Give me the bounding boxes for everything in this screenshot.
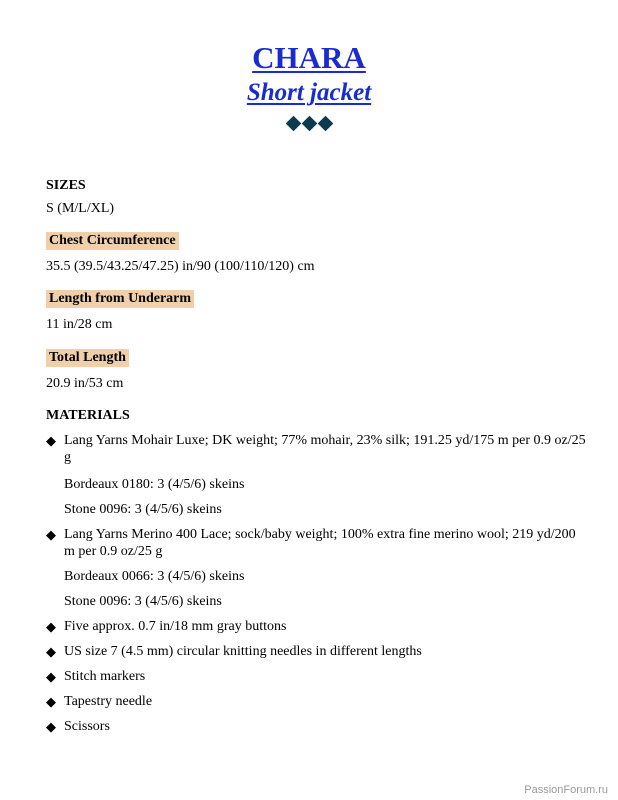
material-item	[46, 618, 586, 635]
material-sub-item: Bordeaux 0180: 3 (4/5/6) skeins	[64, 477, 245, 492]
sizes-heading: SIZES	[46, 178, 86, 193]
material-item-text: Scissors	[64, 719, 110, 734]
material-item	[46, 718, 586, 735]
diamond-icon	[285, 116, 301, 132]
chest-value: 35.5 (39.5/43.25/47.25) in/90 (100/110/120) cm	[46, 259, 315, 274]
material-item	[46, 668, 586, 685]
material-item	[46, 526, 586, 560]
diamond-bullet-icon: ◆	[46, 719, 56, 734]
materials-heading: MATERIALS	[46, 408, 130, 423]
material-sub-item: Stone 0096: 3 (4/5/6) skeins	[64, 594, 222, 609]
diamond-bullet-icon: ◆	[46, 694, 56, 709]
material-item	[46, 643, 586, 660]
material-item-text: Five approx. 0.7 in/18 mm gray buttons	[64, 619, 287, 634]
material-item-text: Stitch markers	[64, 669, 146, 684]
material-item-text: Lang Yarns Mohair Luxe; DK weight; 77% mohair, 23% silk; 191.25 yd/175 m per 0.9 oz/25 g	[64, 433, 586, 465]
material-item-text: Tapestry needle	[64, 694, 153, 709]
watermark: PassionForum.ru	[524, 784, 608, 796]
material-item-text: Lang Yarns Merino 400 Lace; sock/baby weight; 100% extra fine merino wool; 219 yd/200 m per 0.9 oz/25 g	[64, 527, 576, 559]
diamond-bullet-icon: ◆	[46, 669, 56, 684]
diamond-bullet-icon: ◆	[46, 433, 56, 448]
pattern-title: CHARA	[252, 40, 366, 75]
total-length-value: 20.9 in/53 cm	[46, 376, 124, 391]
underarm-label: Length from Underarm	[46, 290, 194, 308]
material-sub-item: Bordeaux 0066: 3 (4/5/6) skeins	[64, 569, 245, 584]
chest-label: Chest Circumference	[46, 232, 179, 250]
diamond-bullet-icon: ◆	[46, 619, 56, 634]
diamond-divider	[0, 116, 618, 131]
pattern-subtitle: Short jacket	[246, 79, 372, 106]
material-item	[46, 693, 586, 710]
material-item-text: US size 7 (4.5 mm) circular knitting needles in different lengths	[64, 644, 422, 659]
diamond-bullet-icon: ◆	[46, 527, 56, 542]
underarm-value: 11 in/28 cm	[46, 317, 113, 332]
sizes-value: S (M/L/XL)	[46, 201, 115, 216]
material-sub-item: Stone 0096: 3 (4/5/6) skeins	[64, 502, 222, 517]
total-length-label: Total Length	[46, 349, 129, 367]
diamond-bullet-icon: ◆	[46, 644, 56, 659]
diamond-icon	[317, 116, 333, 132]
material-item	[46, 432, 586, 466]
diamond-icon	[301, 116, 317, 132]
